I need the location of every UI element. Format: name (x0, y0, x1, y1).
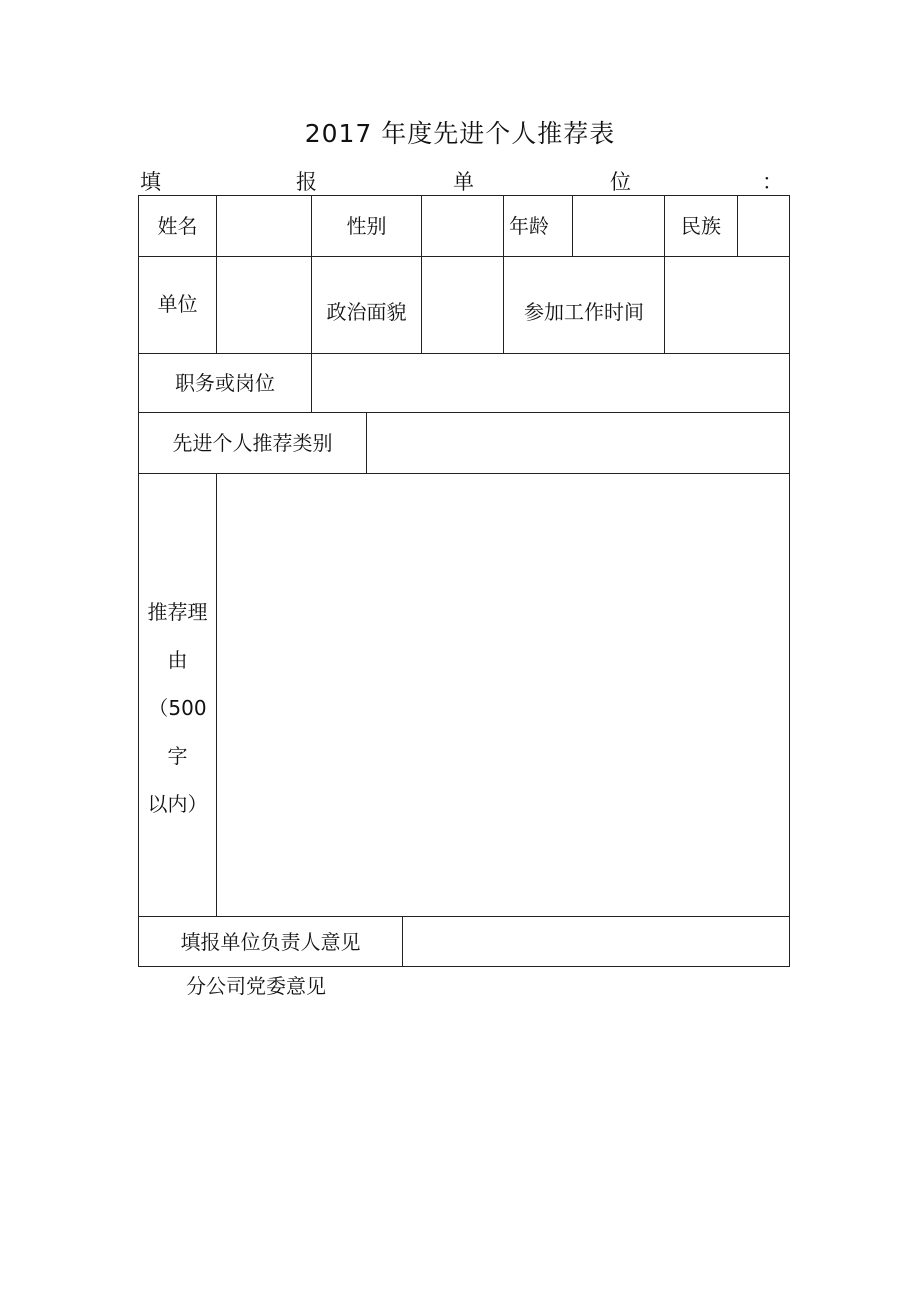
political-status-field[interactable] (422, 257, 503, 353)
branch-party-committee-opinion: 分公司党委意见 (186, 974, 326, 998)
reason-label-line: 字 (167, 744, 188, 768)
form-title: 2017 年度先进个人推荐表 (304, 119, 616, 148)
unit-leader-opinion-field[interactable] (403, 917, 789, 966)
reason-field[interactable] (217, 474, 789, 916)
fill-unit-char-4: 位 (610, 170, 631, 194)
fill-unit-char-3: 单 (453, 170, 474, 194)
age-label: 年龄 (509, 214, 549, 238)
reason-label-line: 由 (167, 648, 188, 672)
position-label: 职务或岗位 (175, 371, 275, 395)
ethnicity-label: 民族 (681, 214, 721, 238)
gender-label: 性别 (346, 214, 387, 238)
work-start-field[interactable] (665, 257, 789, 353)
category-label: 先进个人推荐类别 (172, 431, 333, 455)
unit-leader-opinion-label: 填报单位负责人意见 (180, 929, 361, 954)
ethnicity-field[interactable] (738, 196, 789, 256)
age-field[interactable] (573, 196, 664, 256)
position-field[interactable] (312, 354, 789, 412)
unit-label: 单位 (157, 292, 198, 316)
grid-line (138, 966, 790, 967)
reason-label (139, 588, 216, 828)
gender-field[interactable] (422, 196, 503, 256)
work-start-label: 参加工作时间 (524, 300, 644, 324)
political-status-label: 政治面貌 (326, 300, 407, 324)
fill-unit-colon: ： (762, 170, 783, 194)
name-field[interactable] (217, 196, 311, 256)
fill-unit-char-2: 报 (296, 170, 317, 194)
grid-line (789, 195, 790, 967)
reason-label-line: 以内） (147, 792, 208, 816)
category-field[interactable] (367, 413, 789, 473)
unit-field[interactable] (217, 257, 311, 353)
reason-label-line: 推荐理 (147, 600, 208, 624)
reason-label-line: （500 (148, 696, 207, 720)
fill-unit-char-1: 填 (140, 170, 161, 194)
name-label: 姓名 (157, 214, 198, 238)
